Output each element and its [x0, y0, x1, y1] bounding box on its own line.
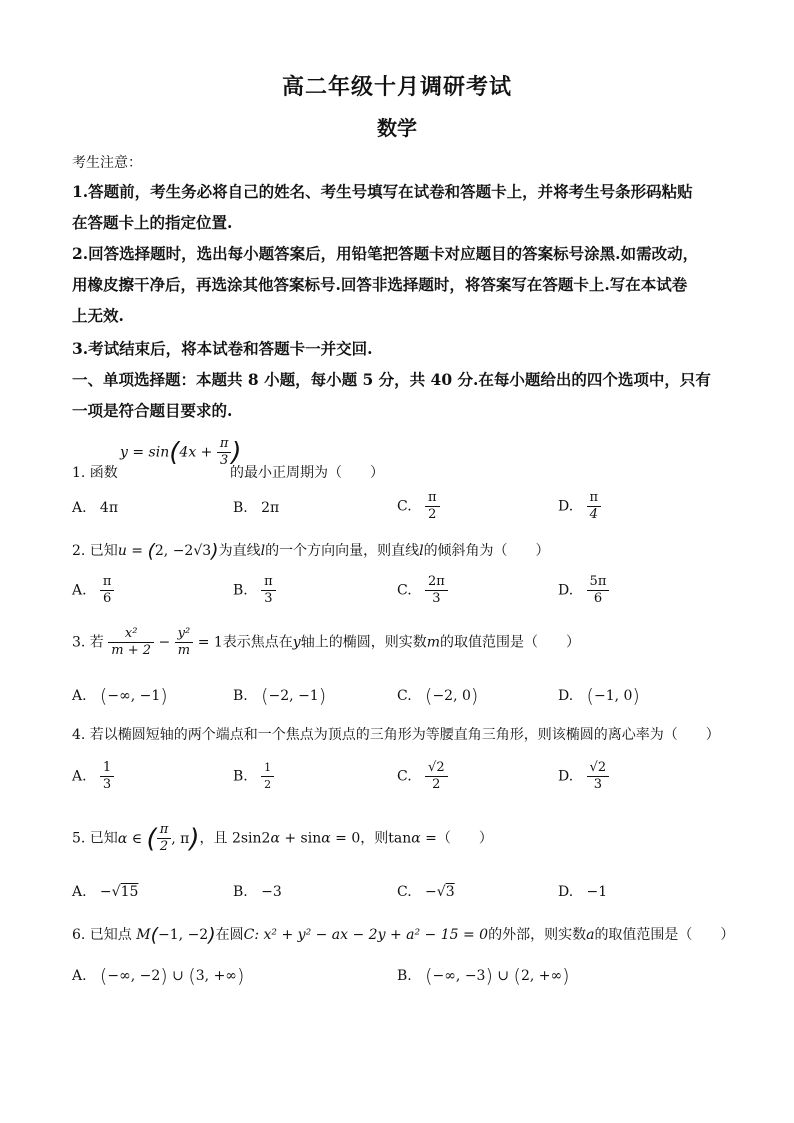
- q5-option-d: D. −1: [558, 884, 608, 900]
- q3-option-d: D. (−1, 0): [558, 685, 640, 707]
- subject-title: 数学: [377, 116, 417, 140]
- q4-option-c: C. $\frac{√2}{2}$: [397, 760, 448, 793]
- q1-option-c: C. $\frac{\pi}{2}$: [397, 490, 440, 523]
- q5-option-c: C. −√3: [397, 884, 455, 900]
- section1-heading-line1: 一、单项选择题：本题共 8 小题，每小题 5 分，共 40 分.在每小题给出的四个选项中，只有: [72, 370, 711, 389]
- notice-item2-line3: 上无效.: [72, 306, 124, 325]
- question-3-suffix2: 轴上的椭圆，则实数: [300, 634, 427, 651]
- question-6-formula2: C: x² + y² − ax − 2y + a² − 15 = 0: [243, 927, 489, 943]
- question-5-suffix: ，且: [199, 830, 228, 847]
- q1-option-d: D. $\frac{\pi}{4}$: [558, 490, 601, 523]
- question-3-frac2: $\frac{\text{y²}}{m}$: [175, 626, 194, 659]
- notice-item1-line2: 在答题卡上的指定位置.: [72, 213, 233, 232]
- question-5: [72, 822, 493, 855]
- question-2-suffix2: 的一个方向向量，则直线: [265, 543, 420, 559]
- q3-option-a: A. (−∞, −1): [72, 685, 168, 707]
- question-6-var: a: [586, 927, 595, 943]
- question-2-prefix: 2. 已知: [72, 543, 118, 559]
- question-1-prefix: 1. 函数: [72, 465, 118, 481]
- question-5-formula2: 2sin2α + sinα = 0: [231, 830, 361, 847]
- question-2: [72, 540, 550, 562]
- q5-option-b: B. −3: [233, 884, 282, 900]
- q3-option-b: B. (−2, −1): [233, 685, 327, 707]
- question-2-suffix: 为直线: [218, 543, 261, 559]
- question-3-var2: m: [426, 634, 440, 651]
- notice-heading: 考生注意：: [72, 155, 142, 171]
- q4-option-b: B. $\frac{1}{2}$: [233, 760, 274, 793]
- q4-option-d: D. $\frac{√2}{3}$: [558, 760, 609, 793]
- notice-item3: 3.考试结束后，将本试卷和答题卡一并交回.: [72, 339, 373, 358]
- question-1-suffix: 的最小正周期为（ ）: [230, 465, 384, 481]
- q4-option-a: A. $\frac{1}{3}$: [72, 760, 114, 793]
- question-1-formula: y = sin(4x + $\frac{\pi}{3}$ ): [120, 436, 242, 468]
- question-6: [72, 924, 734, 946]
- section1-heading-line2: 一项是符合题目要求的.: [72, 401, 233, 420]
- question-2-formula: u = (2, −2√3): [117, 540, 219, 562]
- question-3-suffix3: 的取值范围是（ ）: [439, 634, 580, 651]
- question-3-var: y: [292, 634, 301, 651]
- q2-option-b: B. $\frac{\pi}{3}$: [233, 574, 276, 607]
- question-3-prefix: 3. 若: [72, 634, 104, 651]
- question-6-suffix2: 的外部，则实数: [488, 927, 587, 943]
- notice-item2-line2: 用橡皮擦干净后，再选涂其他答案标号.回答非选择题时，将答案写在答题卡上.写在本试卷: [72, 275, 688, 294]
- question-5-suffix3: （ ）: [436, 830, 493, 847]
- question-2-var: l: [260, 543, 266, 559]
- q2-option-c: C. $\frac{2\pi}{3}$: [397, 574, 448, 607]
- question-5-suffix2: ，则: [360, 830, 389, 847]
- question-6-suffix: 在圆: [215, 927, 244, 943]
- q3-option-c: C. (−2, 0): [397, 685, 479, 707]
- exam-title: 高二年级十月调研考试: [281, 74, 512, 100]
- question-3-suffix: 表示焦点在: [222, 634, 293, 651]
- question-5-formula: α ∈ ( $\frac{\pi}{2}$ , π): [117, 822, 200, 854]
- question-6-suffix3: 的取值范围是（ ）: [594, 927, 735, 943]
- q2-option-d: D. $\frac{5\pi}{6}$: [558, 574, 609, 607]
- question-5-prefix: 5. 已知: [72, 830, 118, 847]
- q1-option-a: A. 4π: [72, 500, 119, 516]
- question-6-formula: M(−1, −2): [131, 924, 216, 946]
- notice-item2-line1: 2.回答选择题时，选出每小题答案后，用铅笔把答题卡对应题目的答案标号涂黑.如需改动，: [72, 244, 699, 263]
- question-3: 3. 若 $\frac{\text{x²}}{m + 2}$ − $\frac{\text{y²}}{m}$ = 1表示焦点在y轴上的椭圆，则实数m的取值范围是（ ）: [72, 626, 580, 658]
- question-2-suffix3: 的倾斜角为（ ）: [423, 543, 550, 559]
- q6-option-a: A. (−∞, −2) ∪ (3, +∞): [72, 965, 245, 987]
- notice-item1-line1: 1.答题前，考生务必将自己的姓名、考生号填写在试卷和答题卡上，并将考生号条形码粘贴: [72, 182, 693, 201]
- question-4: 4. 若以椭圆短轴的两个端点和一个焦点为顶点的三角形为等腰直角三角形，则该椭圆的离心率为（ ）: [72, 727, 720, 743]
- question-6-prefix: 6. 已知点: [72, 927, 132, 943]
- q1-option-b: B. 2π: [233, 500, 280, 516]
- q2-option-a: A. $\frac{\pi}{6}$: [72, 574, 114, 607]
- q6-option-b: B. (−∞, −3) ∪ (2, +∞): [397, 965, 570, 987]
- question-2-var-repeat: l: [419, 543, 424, 559]
- question-5-formula3: tanα =: [388, 830, 437, 847]
- q5-option-a: A. −√15: [72, 884, 139, 900]
- question-3-frac1: $\frac{\text{x²}}{m + 2}$: [108, 626, 154, 659]
